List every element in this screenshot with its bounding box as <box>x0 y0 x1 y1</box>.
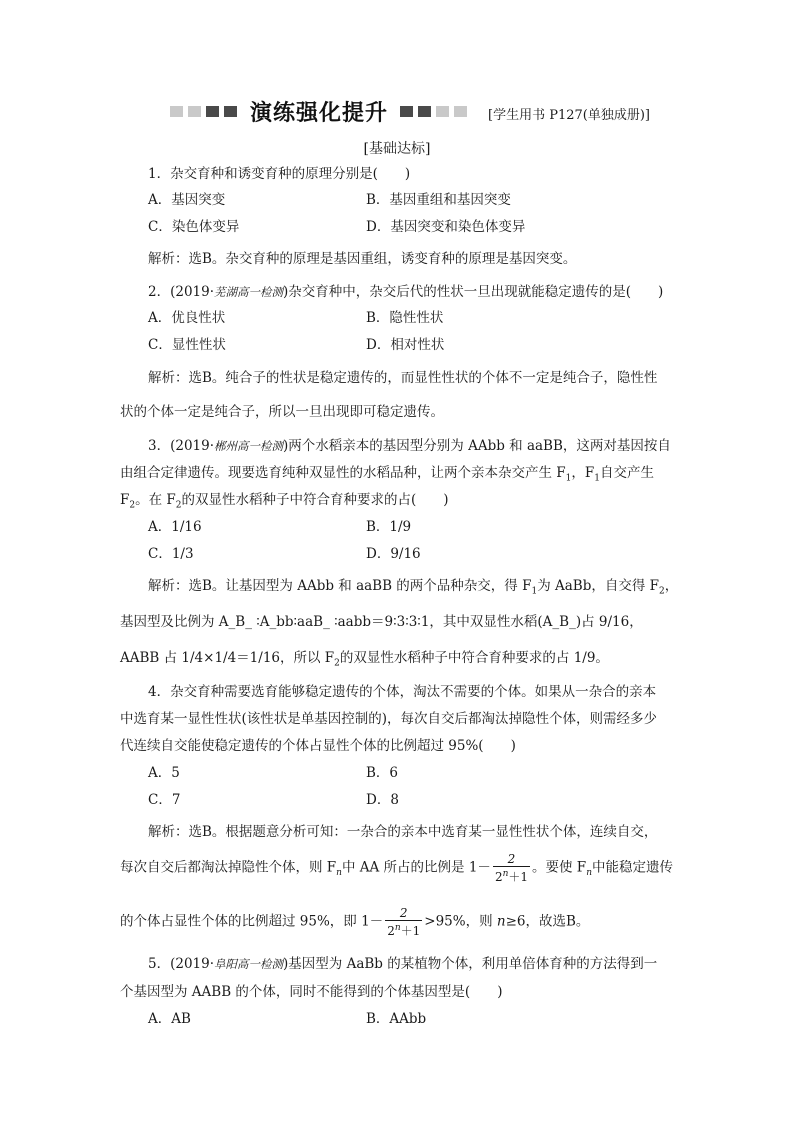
q4-analysis-text: 中能稳定遗传 <box>591 859 673 876</box>
q5-option-a: A．AB <box>148 1011 191 1027</box>
q3-option-a: A．1/16 <box>148 519 202 535</box>
fraction <box>493 852 530 884</box>
q4-analysis-text: 。要使 F <box>532 859 587 876</box>
q1-option-b: B．基因重组和基因突变 <box>366 192 511 208</box>
page-title: 演练强化提升 <box>250 101 389 126</box>
q4-analysis-text: >95%，则 <box>424 913 497 930</box>
question-3-stem-line-3 <box>120 488 449 511</box>
q3-option-d: D．9/16 <box>366 546 421 562</box>
q4-analysis-text: 的个体占显性个体的比例超过 95%，即 1－ <box>120 913 384 930</box>
q1-option-a: A．基因突变 <box>148 192 226 208</box>
question-2-stem <box>148 280 663 300</box>
fraction <box>385 906 422 938</box>
q3-option-c: C．1/3 <box>148 546 194 562</box>
question-4-stem-line-3: 代连续自交能使稳定遗传的个体占显性个体的比例超过 95%( ) <box>120 738 516 754</box>
q3-analysis-line-1 <box>148 574 678 597</box>
q4-option-a: A．5 <box>148 765 180 781</box>
q4-option-c: C．7 <box>148 792 181 808</box>
q3-text: ，F <box>571 465 595 481</box>
q5-number: 5．(2019· <box>148 956 215 972</box>
banner-square-decoration <box>206 106 219 117</box>
q3-analysis-text: ， <box>664 578 679 594</box>
fraction-numerator: 2 <box>385 906 422 921</box>
q5-source: 阜阳高一检测 <box>214 957 284 971</box>
subscript: 1 <box>531 586 538 597</box>
fraction-numerator: 2 <box>493 852 530 867</box>
banner-square-decoration <box>436 106 449 117</box>
question-4-stem-line-1: 4．杂交育种需要选育能够稳定遗传的个体，淘汰不需要的个体。如果从一杂合的亲本 <box>148 684 657 700</box>
q3-analysis-text: AABB 占 1/4×1/4＝1/16，所以 F <box>120 650 335 666</box>
q3-analysis-line-3 <box>120 646 609 669</box>
question-3-stem-line-1 <box>148 434 671 454</box>
q3-number: 3．(2019· <box>148 438 215 454</box>
exponent: n <box>394 923 401 933</box>
q3-text: 。在 F <box>135 492 176 508</box>
q2-option-c: C．显性性状 <box>148 337 226 353</box>
header-banner <box>0 98 794 124</box>
fraction-text: ＋1 <box>400 924 421 938</box>
q4-analysis-line-2 <box>120 852 673 884</box>
q3-analysis-line-2: 基因型及比例为 A_B_ ∶A_bb∶aaB_ ∶aabb＝9∶3∶3∶1，其中双显性水稻(A_B_)占 9/16， <box>120 614 643 630</box>
fraction-denominator <box>385 921 422 938</box>
variable-n: n <box>496 913 506 930</box>
banner-square-decoration <box>454 106 467 117</box>
subscript: 2 <box>659 586 665 597</box>
q2-analysis-line-1: 解析：选B。纯合子的性状是稳定遗传的，而显性性状的个体不一定是纯合子，隐性性 <box>148 370 658 386</box>
q5-text: )基因型为 AaBb 的某植物个体，利用单倍体育种的方法得到一 <box>283 956 658 972</box>
fraction-text: 2 <box>387 924 395 938</box>
q1-option-c: C．染色体变异 <box>148 219 240 235</box>
q4-analysis-text: ≥6，故选B。 <box>505 913 590 930</box>
q3-text: F <box>120 492 130 508</box>
banner-square-decoration <box>418 106 431 117</box>
q3-source: 郴州高一检测 <box>214 439 284 453</box>
q2-number: 2．(2019· <box>148 284 215 300</box>
q4-analysis-text: 中 AA 所占的比例是 1－ <box>341 859 491 876</box>
banner-square-decoration <box>188 106 201 117</box>
q4-analysis-line-1: 解析：选B。根据题意分析可知：一杂合的亲本中选育某一显性性状个体，连续自交， <box>148 824 658 840</box>
q3-analysis-text: 的双显性水稻种子中符合育种要求的占 1/9。 <box>339 650 609 666</box>
question-4-stem-line-2: 中选育某一显性性状(该性状是单基因控制的)，每次自交后都淘汰掉隐性个体，则需经多少 <box>120 711 658 727</box>
q2-text: )杂交育种中，杂交后代的性状一旦出现就能稳定遗传的是( ) <box>283 284 664 300</box>
fraction-text: ＋1 <box>508 870 529 884</box>
q1-analysis: 解析：选B。杂交育种的原理是基因重组，诱变育种的原理是基因突变。 <box>148 251 577 267</box>
question-1-stem: 1．杂交育种和诱变育种的原理分别是( ) <box>148 166 411 182</box>
subscript: 1 <box>594 473 601 484</box>
fraction-text: 2 <box>494 870 503 884</box>
section-heading: [基础达标] <box>363 141 431 157</box>
q5-option-b: B．AAbb <box>366 1011 427 1027</box>
subscript: 2 <box>334 658 340 669</box>
subscript: 1 <box>565 473 572 484</box>
q2-source: 芜湖高一检测 <box>214 285 284 299</box>
q2-analysis-line-2: 状的个体一定是纯合子，所以一旦出现即可稳定遗传。 <box>120 404 444 420</box>
book-reference-note: [学生用书 P127(单独成册)] <box>488 108 650 123</box>
q2-option-b: B．隐性性状 <box>366 310 444 326</box>
q4-analysis-line-3 <box>120 906 589 938</box>
subscript: 2 <box>175 500 182 511</box>
question-5-stem-line-1 <box>148 952 657 972</box>
q3-analysis-text: 解析：选B。让基因型为 AAbb 和 aaBB 的两个品种杂交，得 F <box>148 578 532 594</box>
q3-text: )两个水稻亲本的基因型分别为 AAbb 和 aaBB，这两对基因按自 <box>283 438 671 454</box>
banner-square-decoration <box>224 106 237 117</box>
subscript: n <box>586 868 592 879</box>
q1-option-d: D．基因突变和染色体变异 <box>366 219 526 235</box>
question-5-stem-line-2: 个基因型为 AABB 的个体，同时不能得到的个体基因型是( ) <box>120 984 503 1000</box>
q2-option-a: A．优良性状 <box>148 310 226 326</box>
q3-text: 由组合定律遗传。现要选育纯种双显性的水稻品种，让两个亲本杂交产生 F <box>120 465 566 481</box>
q4-option-d: D．8 <box>366 792 399 808</box>
q2-option-d: D．相对性状 <box>366 337 445 353</box>
q3-option-b: B．1/9 <box>366 519 412 535</box>
q4-analysis-text: 每次自交后都淘汰掉隐性个体，则 F <box>120 859 337 876</box>
subscript: n <box>336 868 342 879</box>
exponent: n <box>502 869 509 879</box>
q3-text: 自交产生 <box>600 465 655 481</box>
question-3-stem-line-2 <box>120 461 654 484</box>
q3-text: 的双显性水稻种子中符合育种要求的占( ) <box>181 492 449 508</box>
banner-square-decoration <box>170 106 183 117</box>
q3-analysis-text: 为 AaBb，自交得 F <box>537 578 660 594</box>
fraction-denominator <box>493 867 530 884</box>
subscript: 2 <box>129 500 136 511</box>
banner-square-decoration <box>400 106 413 117</box>
q4-option-b: B．6 <box>366 765 399 781</box>
